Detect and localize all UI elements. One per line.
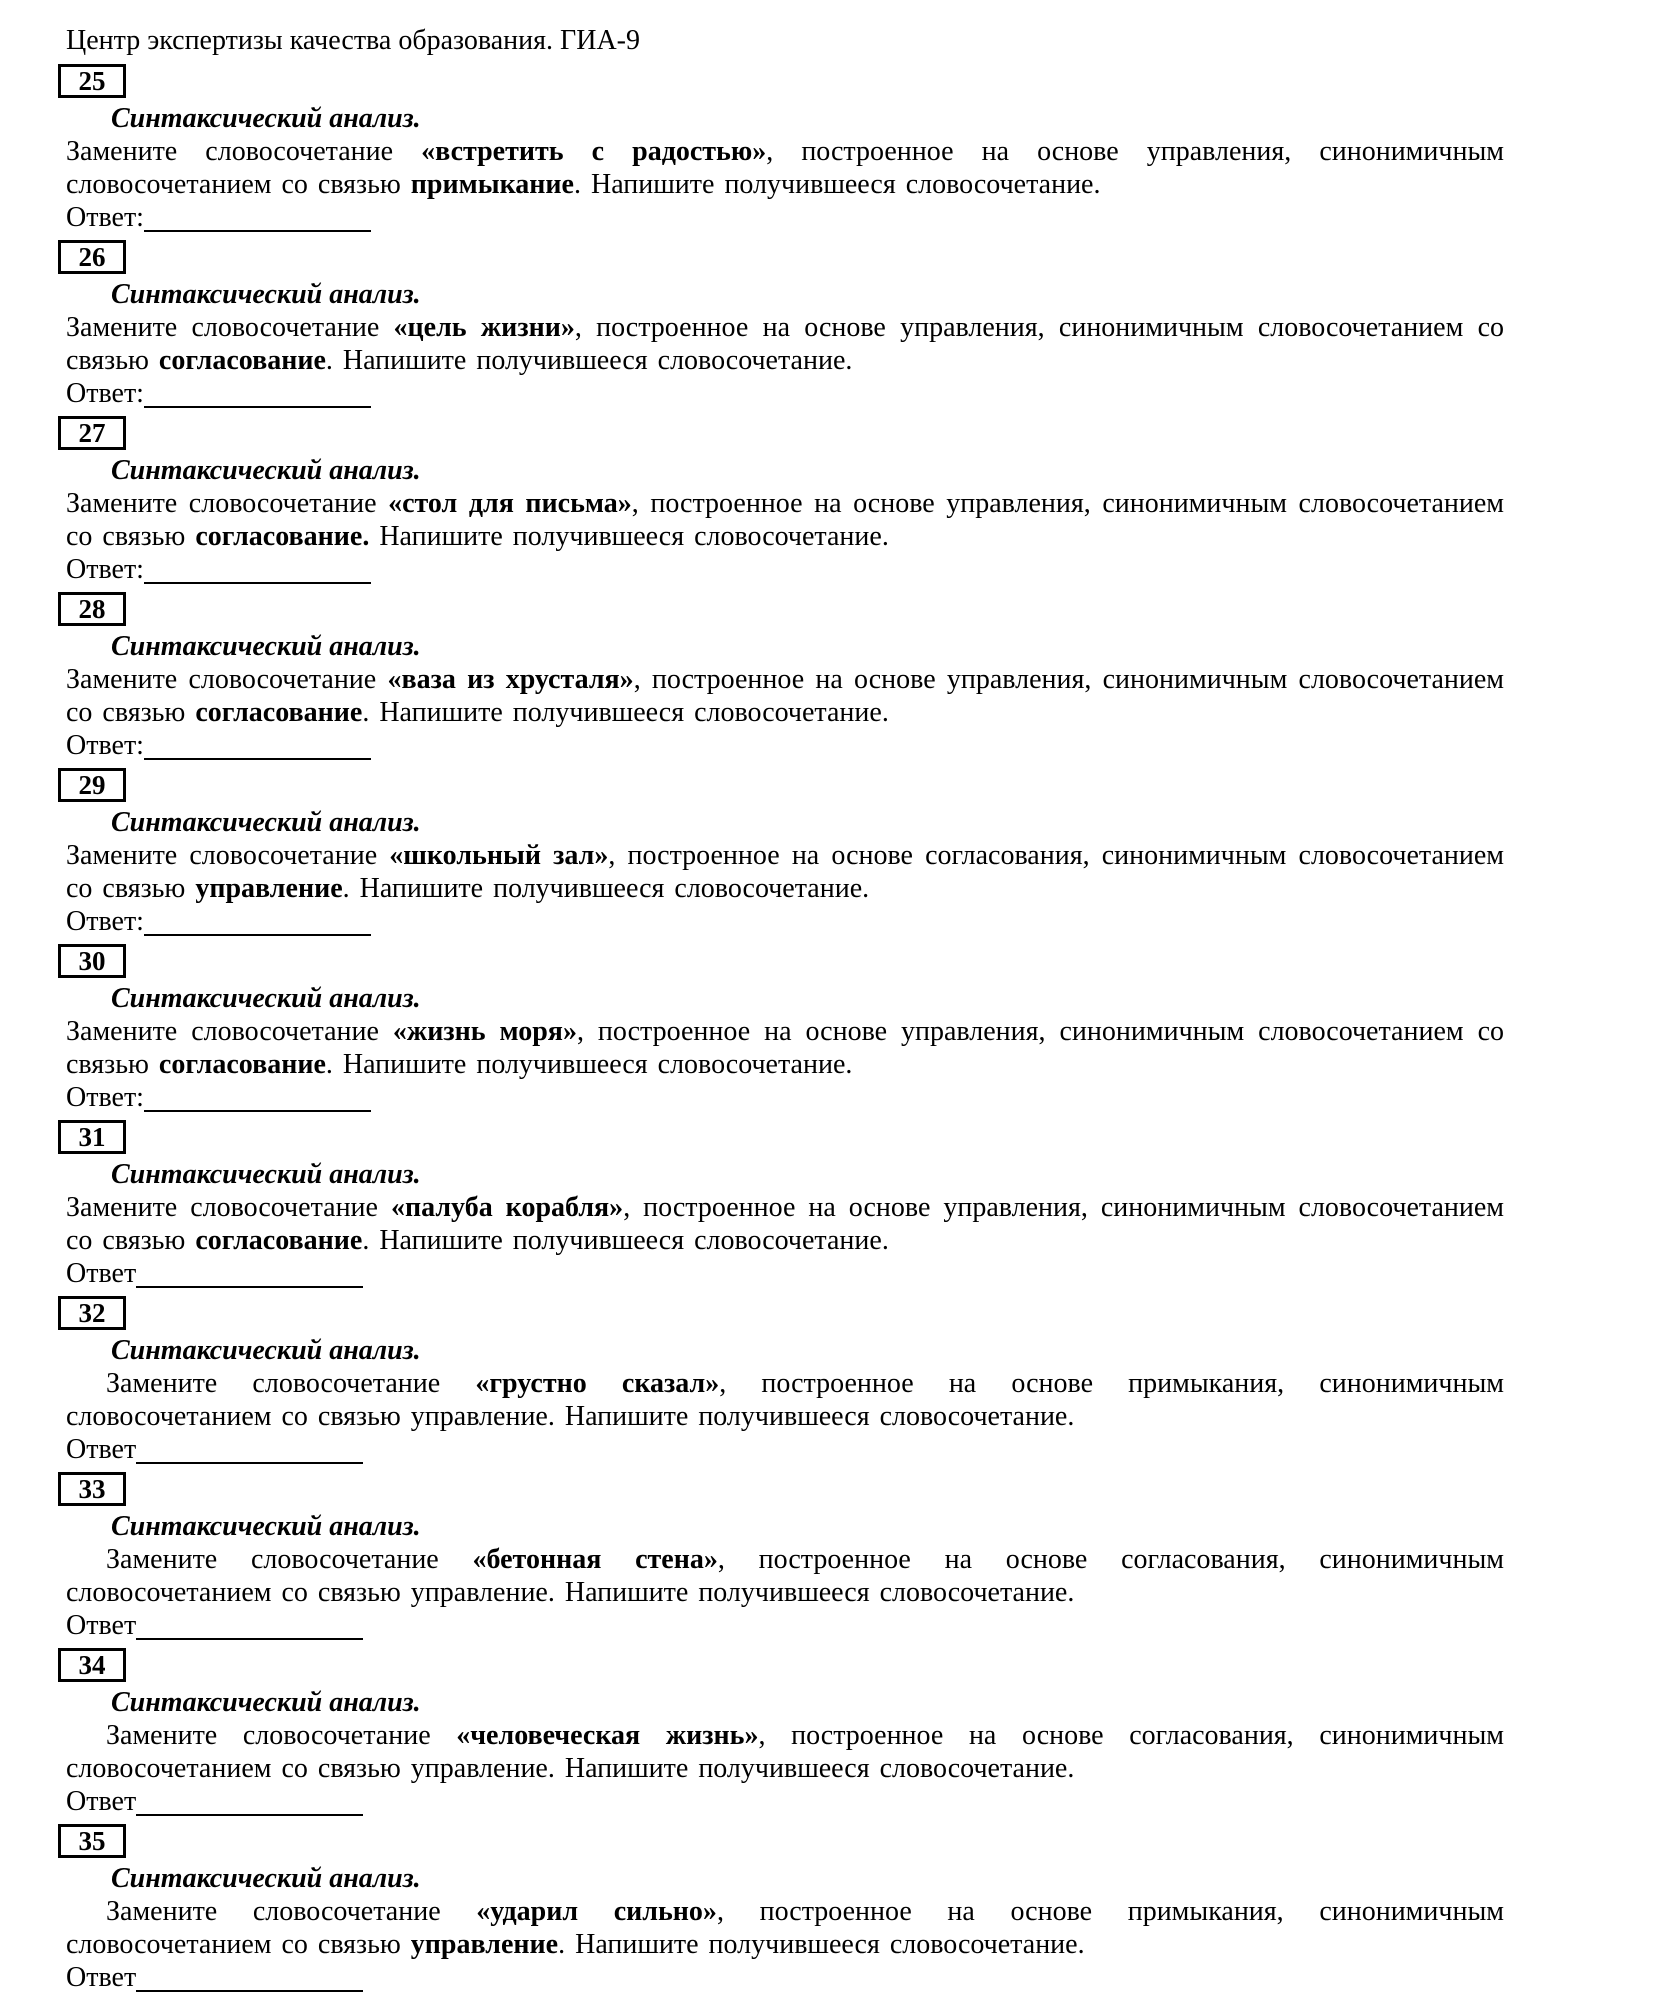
task-list: [66, 64, 1504, 1994]
task: [66, 1648, 1504, 1818]
task-text-bold-segment: «грустно сказал»: [475, 1368, 720, 1399]
task-heading: Синтаксический анализ.: [111, 1159, 421, 1190]
answer-blank-line[interactable]: [136, 1990, 363, 1992]
answer-label: Ответ:: [66, 730, 144, 761]
task-text-segment: Замените словосочетание: [66, 840, 390, 871]
task-text-segment: . Напишите получившееся словосочетание.: [325, 345, 853, 376]
answer-blank-line[interactable]: [136, 1638, 363, 1640]
task-text-segment: Замените словосочетание: [106, 1544, 473, 1575]
task-text-bold-segment: согласование: [195, 1225, 363, 1256]
task-text-bold-segment: «встретить с радостью»: [421, 136, 767, 167]
task-text-segment: , построенное на основе согласования, синонимичным словосочетанием со связью управление. Напишите получившееся словосочетание.: [66, 1720, 1504, 1784]
answer-row: [66, 905, 1504, 938]
task-text-bold-segment: «школьный зал»: [389, 840, 609, 871]
task-number: 25: [78, 65, 106, 96]
task-text-segment: , построенное на основе управления, синонимичным словосочетанием со связью: [66, 136, 1504, 200]
task-text-segment: Замените словосочетание: [66, 1016, 393, 1047]
task-text-bold-segment: «цель жизни»: [393, 312, 575, 343]
task-heading: Синтаксический анализ.: [111, 807, 421, 838]
answer-label: Ответ:: [66, 202, 144, 233]
task: [66, 1824, 1504, 1994]
task-text-segment: , построенное на основе управления, синонимичным словосочетанием со связью: [66, 1192, 1504, 1256]
task-number-box: [58, 64, 126, 98]
task-text: [66, 487, 1504, 553]
task-number-box: [58, 416, 126, 450]
task-text-bold-segment: «жизнь моря»: [392, 1016, 577, 1047]
task-text: [66, 1367, 1504, 1433]
answer-label: Ответ:: [66, 378, 144, 409]
task-text-bold-segment: согласование: [158, 1049, 326, 1080]
task: [66, 416, 1504, 586]
task-text-segment: , построенное на основе согласования, синонимичным словосочетанием со связью: [66, 840, 1504, 904]
task-text-segment: , построенное на основе управления, синонимичным словосочетанием со связью: [66, 664, 1504, 728]
task: [66, 944, 1504, 1114]
task-text-segment: Замените словосочетание: [66, 664, 388, 695]
answer-label: Ответ:: [66, 554, 144, 585]
task-text-segment: , построенное на основе управления, синонимичным словосочетанием со связью: [66, 1016, 1504, 1080]
task-text: [66, 663, 1504, 729]
task-heading: Синтаксический анализ.: [111, 103, 421, 134]
answer-blank-line[interactable]: [144, 230, 371, 232]
task-text-bold-segment: согласование.: [195, 521, 370, 552]
answer-blank-line[interactable]: [144, 758, 371, 760]
task-number: 29: [78, 769, 106, 800]
answer-label: Ответ: [66, 1786, 137, 1817]
task-text-bold-segment: управление: [410, 1929, 559, 1960]
answer-label: Ответ: [66, 1434, 137, 1465]
answer-row: [66, 1257, 1504, 1290]
task-heading: Синтаксический анализ.: [111, 279, 421, 310]
task-text-segment: Замените словосочетание: [66, 312, 394, 343]
task-number-box: [58, 1472, 126, 1506]
task-text-bold-segment: примыкание: [410, 169, 574, 200]
task-text-segment: . Напишите получившееся словосочетание.: [362, 1225, 889, 1256]
answer-blank-line[interactable]: [144, 1110, 371, 1112]
task-number-box: [58, 1648, 126, 1682]
answer-row: [66, 1961, 1504, 1994]
task-heading: Синтаксический анализ.: [111, 1687, 421, 1718]
task-text: [66, 839, 1504, 905]
task-text-segment: , построенное на основе управления, синонимичным словосочетанием со связью: [66, 312, 1505, 376]
answer-row: [66, 1433, 1504, 1466]
task: [66, 1296, 1504, 1466]
task-number: 32: [78, 1297, 106, 1328]
task-number: 30: [78, 945, 106, 976]
answer-label: Ответ:: [66, 1082, 144, 1113]
task-text: [66, 1015, 1504, 1081]
task-number: 35: [78, 1825, 106, 1856]
task-text-bold-segment: управление: [195, 873, 343, 904]
task-heading: Синтаксический анализ.: [111, 1863, 421, 1894]
task-heading: Синтаксический анализ.: [111, 983, 421, 1014]
answer-row: [66, 553, 1504, 586]
task-heading: Синтаксический анализ.: [111, 1335, 421, 1366]
answer-blank-line[interactable]: [144, 582, 371, 584]
task: [66, 1472, 1504, 1642]
task-text-bold-segment: «ваза из хрусталя»: [387, 664, 634, 695]
task-number-box: [58, 1120, 126, 1154]
task-number-box: [58, 768, 126, 802]
answer-row: [66, 1081, 1504, 1114]
task-text-segment: . Напишите получившееся словосочетание.: [558, 1929, 1085, 1960]
answer-row: [66, 1609, 1504, 1642]
task: [66, 64, 1504, 234]
task-text-segment: , построенное на основе примыкания, синонимичным словосочетанием со связью управление. Напишите получившееся словосочетание.: [66, 1368, 1504, 1432]
task-text: [66, 135, 1504, 201]
answer-row: [66, 377, 1504, 410]
task-number-box: [58, 592, 126, 626]
answer-row: [66, 1785, 1504, 1818]
task-text-segment: Замените словосочетание: [106, 1368, 476, 1399]
task-text-segment: , построенное на основе примыкания, синонимичным словосочетанием со связью: [66, 1896, 1504, 1960]
answer-blank-line[interactable]: [136, 1462, 363, 1464]
task-text-segment: . Напишите получившееся словосочетание.: [342, 873, 870, 904]
answer-label: Ответ: [66, 1258, 137, 1289]
task-number-box: [58, 1824, 126, 1858]
task-number-box: [58, 944, 126, 978]
task-text-bold-segment: согласование: [158, 345, 326, 376]
task-text: [66, 1719, 1504, 1785]
answer-row: [66, 201, 1504, 234]
task-text-bold-segment: «стол для письма»: [388, 488, 632, 519]
answer-blank-line[interactable]: [144, 934, 371, 936]
task-text-segment: . Напишите получившееся словосочетание.: [325, 1049, 853, 1080]
answer-blank-line[interactable]: [136, 1286, 363, 1288]
task-text-bold-segment: «человеческая жизнь»: [456, 1720, 759, 1751]
task-text-segment: , построенное на основе управления, синонимичным словосочетанием со связью: [66, 488, 1505, 552]
task-text-segment: . Напишите получившееся словосочетание.: [362, 697, 889, 728]
answer-label: Ответ: [66, 1610, 137, 1641]
task-text: [66, 1543, 1504, 1609]
task-heading: Синтаксический анализ.: [111, 1511, 421, 1542]
task-text-segment: . Напишите получившееся словосочетание.: [573, 169, 1101, 200]
task-text-bold-segment: «ударил сильно»: [476, 1896, 717, 1927]
task: [66, 1120, 1504, 1290]
task-number-box: [58, 240, 126, 274]
task-text-bold-segment: «палуба корабля»: [390, 1192, 624, 1223]
answer-blank-line[interactable]: [136, 1814, 363, 1816]
task-text-bold-segment: «бетонная стена»: [472, 1544, 718, 1575]
task: [66, 768, 1504, 938]
task-number: 28: [78, 593, 106, 624]
task-text-segment: Замените словосочетание: [66, 1192, 391, 1223]
task: [66, 592, 1504, 762]
task-heading: Синтаксический анализ.: [111, 455, 421, 486]
answer-label: Ответ:: [66, 906, 144, 937]
task-number: 31: [78, 1121, 106, 1152]
task-heading: Синтаксический анализ.: [111, 631, 421, 662]
task-text-segment: Замените словосочетание: [106, 1896, 477, 1927]
task-text-segment: Замените словосочетание: [66, 136, 422, 167]
task-text: [66, 311, 1504, 377]
task: [66, 240, 1504, 410]
answer-blank-line[interactable]: [144, 406, 371, 408]
task-text: [66, 1895, 1504, 1961]
task-number: 26: [78, 241, 106, 272]
task-number: 34: [78, 1649, 106, 1680]
answer-row: [66, 729, 1504, 762]
task-number: 33: [78, 1473, 106, 1504]
document-header: Центр экспертизы качества образования. ГИА-9: [66, 25, 640, 56]
answer-label: Ответ: [66, 1962, 137, 1993]
task-text-bold-segment: согласование: [195, 697, 363, 728]
task-text-segment: Напишите получившееся словосочетание.: [369, 521, 889, 552]
task-text: [66, 1191, 1504, 1257]
task-text-segment: Замените словосочетание: [106, 1720, 457, 1751]
task-text-segment: Замените словосочетание: [66, 488, 389, 519]
task-text-segment: , построенное на основе согласования, синонимичным словосочетанием со связью управление. Напишите получившееся словосочетание.: [66, 1544, 1504, 1608]
task-number: 27: [78, 417, 106, 448]
task-number-box: [58, 1296, 126, 1330]
